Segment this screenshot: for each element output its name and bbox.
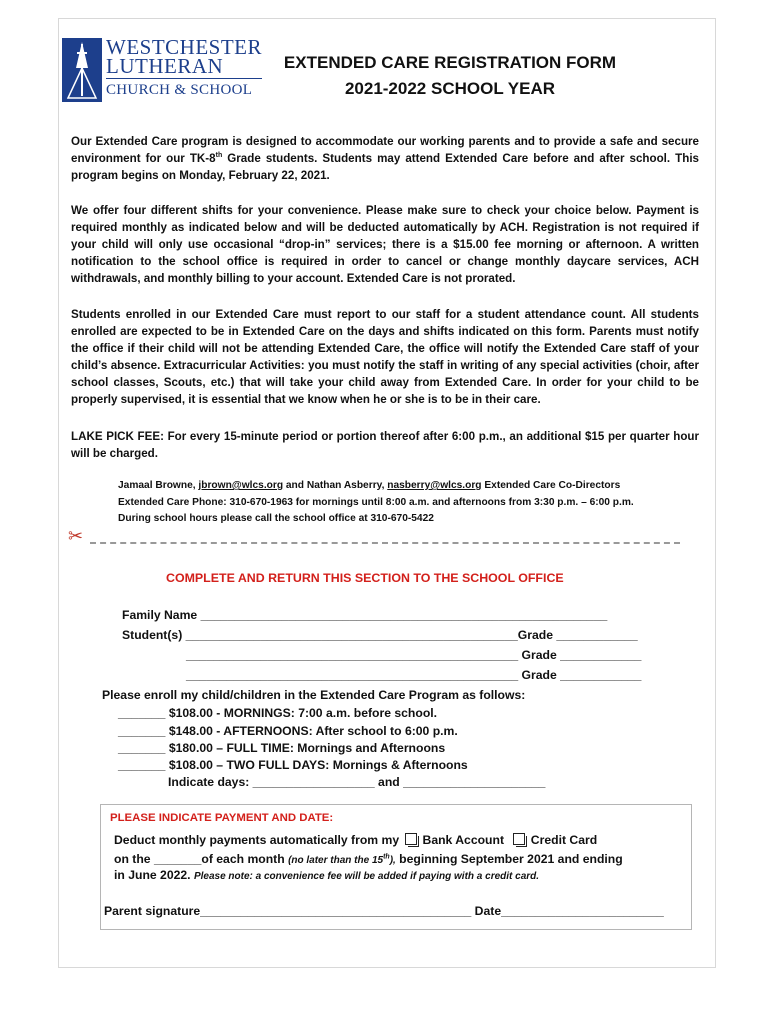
bank-account-label: Bank Account [422,833,505,847]
intro-paragraph [71,133,699,184]
form-title [270,50,630,102]
contact-info [118,478,698,528]
intro-text-a: Our Extended Care program is designed to accommodate our working parents and to provide a safe and secure environment for our TK-8 [71,135,699,165]
attendance-paragraph: Students enrolled in our Extended Care must report to our staff for a student attendance count. All students enrolled are expected to be in Extended Care on the days and shifts indicated on this form. Parents must notify the office if their child will not be attending Extended Care, the office will notify the Extended Care staff of your child’s absence. Extracurricular Activities: you must notify the staff in writing of any special activities (choir, after school classes, Scouts, etc.) that will take your child away from Extended Care. In order for your child to be properly supervised, it is essential that we know when he or she is to be in their care. [71,308,699,406]
intro-text-b: Grade students. Students may attend Extended Care before and after school. This program begins on Monday, February 22, 2021. [71,152,699,182]
credit-card-label: Credit Card [530,833,598,847]
director-1-name: Jamaal Browne, [118,480,199,491]
option-two-full-days[interactable]: _______ $108.00 – TWO FULL DAYS: Mornings & Afternoons [118,758,468,772]
phone-line: Extended Care Phone: 310-670-1963 for mornings until 8:00 a.m. and afternoons from 3:30 p.m. – 6:00 p.m. [118,496,634,508]
logo-line-2: LUTHERAN [106,54,224,78]
student-field-2[interactable]: _________________________________________________ Grade ____________ [186,648,642,662]
convenience-fee-note: Please note: a convenience fee will be added if paying with a credit card. [193,871,540,882]
payment-end-line [114,866,539,886]
logo-line-1: WESTCHESTER [106,35,262,59]
church-logo-icon [62,38,102,102]
title-line-1: EXTENDED CARE REGISTRATION FORM [283,53,617,72]
option-afternoons[interactable]: _______ $148.00 - AFTERNOONS: After school to 6:00 p.m. [118,724,458,738]
school-logo [62,35,262,102]
day-of-month-field[interactable]: on the _______of each month [114,852,289,866]
student-field-3[interactable]: _________________________________________________ Grade ____________ [186,668,642,682]
late-fee-paragraph: LAKE PICK FEE: For every 15-minute period or portion thereof after 6:00 p.m., an additional $15 per quarter hour will be charged. [71,430,699,460]
school-phone-line: During school hours please call the school office at 310-670-5422 [118,513,434,524]
title-line-2: 2021-2022 SCHOOL YEAR [344,79,556,98]
intro-sup: th [215,152,223,160]
directors-role: Extended Care Co-Directors [481,480,621,491]
indicate-days-field[interactable]: Indicate days: __________________ and _____________________ [168,775,546,789]
logo-line-3: CHURCH & SCHOOL [106,78,262,100]
beginning-text: beginning September 2021 and ending [395,852,623,866]
credit-card-checkbox[interactable] [513,833,525,845]
option-mornings[interactable]: _______ $108.00 - MORNINGS: 7:00 a.m. before school. [118,706,438,720]
directors-line [118,478,698,495]
director-2-email-link[interactable]: nasberry@wlcs.org [387,480,482,491]
director-1-email-link[interactable]: jbrown@wlcs.org [198,480,284,491]
enroll-label: Please enroll my child/children in the Extended Care Program as follows: [102,688,526,702]
scissors-icon: ✂ [68,526,84,546]
return-section-title: COMPLETE AND RETURN THIS SECTION TO THE SCHOOL OFFICE [166,571,564,585]
payment-method-line [114,831,597,849]
director-2-name: and Nathan Asberry, [283,480,388,491]
signature-date-field[interactable]: Parent signature________________________________________ Date________________________ [104,904,664,918]
option-full-time[interactable]: _______ $180.00 – FULL TIME: Mornings and Afternoons [118,741,446,755]
logo-wordmark [106,35,262,100]
ending-text: in June 2022. [114,868,194,882]
cut-line [68,526,686,548]
later-than-sup: th [383,853,390,861]
dashed-divider [90,542,680,544]
bank-account-checkbox[interactable] [405,833,417,845]
deduct-label: Deduct monthly payments automatically from my [114,833,403,847]
student-field-1[interactable]: Student(s) _________________________________________________Grade ____________ [122,628,638,642]
family-name-field[interactable]: Family Name ____________________________________________________________ [122,608,608,622]
later-than-text: (no later than the 15 [288,855,384,866]
later-than-close: ), [389,855,396,866]
later-than-note [288,855,396,866]
payment-title: PLEASE INDICATE PAYMENT AND DATE: [110,812,334,824]
shifts-paragraph: We offer four different shifts for your convenience. Please make sure to check your choice below. Payment is required monthly as indicated below and will be deducted automatically by ACH. Registration is not required if your child will only use occasional “drop-in” services; there is a $15.00 fee morning or afternoon. A written notification to the school office is required in order to cancel or change monthly daycare services, ACH withdrawals, and monthly billing to your account. Extended Care is not prorated. [71,204,699,285]
